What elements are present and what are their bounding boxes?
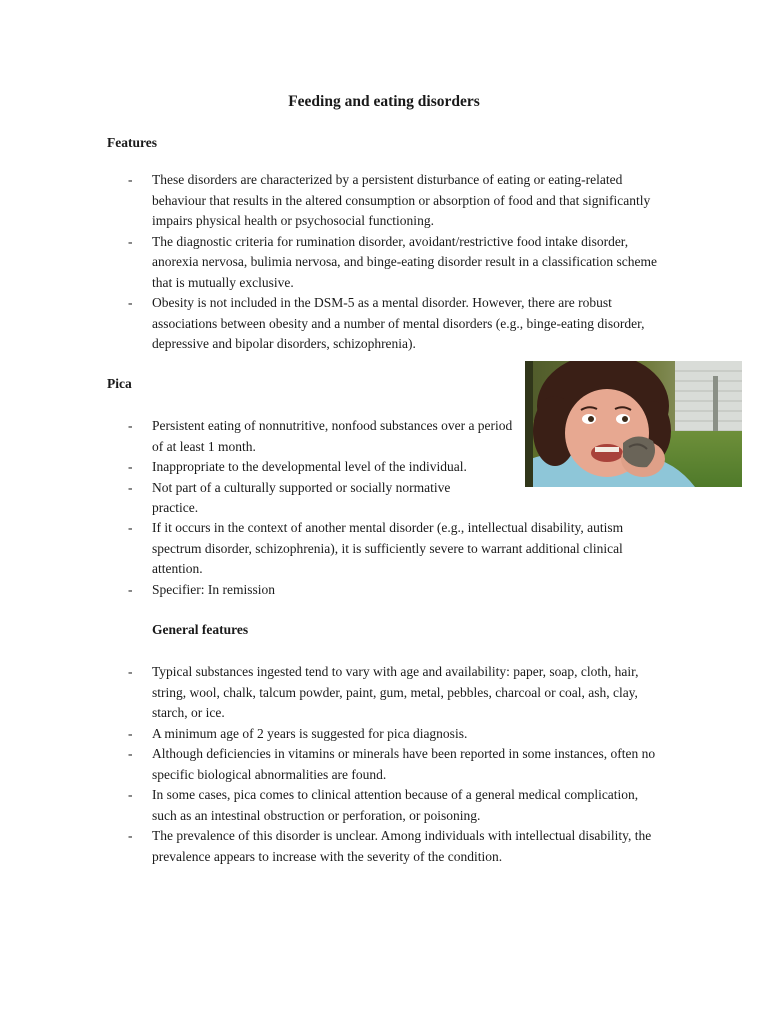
list-item-text: The prevalence of this disorder is unclear. Among individuals with intellectual disability, the prevalence appears to increase with the severity of the condition. [152, 828, 652, 864]
bullet-dash: - [128, 520, 133, 535]
features-list [128, 170, 657, 355]
pica-heading: Pica [107, 376, 132, 391]
list-item [128, 826, 662, 867]
list-item [128, 170, 657, 232]
list-item [128, 518, 657, 580]
list-item-text: Inappropriate to the developmental level of the individual. [152, 459, 467, 474]
general-features-heading: General features [152, 622, 249, 637]
list-item [128, 293, 657, 355]
list-item-text: Specifier: In remission [152, 581, 275, 597]
pica-list-narrow [128, 416, 522, 519]
pica-list-wide [128, 518, 657, 600]
bullet-dash: - [128, 479, 133, 495]
list-item-text: In some cases, pica comes to clinical attention because of a general medical complication, such as an intestinal obstruction or perforation, or poisoning. [152, 787, 639, 823]
list-item-text: These disorders are characterized by a persistent disturbance of eating or eating-related behaviour that results in the altered consumption or absorption of food and that significantly impairs physical health or psychosocial functioning. [152, 172, 651, 228]
bullet-dash: - [128, 172, 133, 187]
list-item-text: Obesity is not included in the DSM-5 as a mental disorder. However, there are robust associations between obesity and a number of mental disorders (e.g., binge-eating disorder, depressive and bipolar disorders, schizophrenia). [152, 295, 645, 351]
bullet-dash: - [128, 787, 133, 802]
list-item [128, 580, 657, 601]
list-item [128, 785, 662, 826]
bullet-dash: - [128, 664, 133, 679]
list-item-text: Not part of a culturally supported or socially normative practice. [152, 479, 451, 515]
bullet-dash: - [128, 233, 133, 249]
bullet-dash: - [128, 828, 133, 843]
bullet-dash: - [128, 581, 133, 597]
list-item [128, 478, 497, 519]
list-item [128, 662, 662, 724]
list-item-text: Persistent eating of nonnutritive, nonfood substances over a period of at least 1 month. [152, 418, 513, 454]
list-item-text: Although deficiencies in vitamins or minerals have been reported in some instances, often no specific biological abnormalities are found. [152, 746, 656, 782]
list-item-text: Typical substances ingested tend to vary with age and availability: paper, soap, cloth, hair, string, wool, chalk, talcum powder, paint, gum, metal, pebbles, charcoal or coal, ash, clay, starch, or ice. [152, 664, 639, 720]
bullet-dash: - [128, 459, 133, 474]
page-title: Feeding and eating disorders [288, 93, 480, 110]
list-item [128, 724, 662, 745]
list-item-text: If it occurs in the context of another mental disorder (e.g., intellectual disability, autism spectrum disorder, schizophrenia), it is sufficiently severe to warrant additional clinical attention. [152, 520, 624, 576]
pica-photo [525, 361, 742, 487]
bullet-dash: - [128, 746, 133, 761]
general-features-list [128, 662, 662, 867]
bullet-dash: - [128, 725, 133, 741]
list-item-text: A minimum age of 2 years is suggested for pica diagnosis. [152, 725, 468, 741]
features-heading: Features [107, 135, 157, 150]
list-item-text: The diagnostic criteria for rumination disorder, avoidant/restrictive food intake disorder, anorexia nervosa, bulimia nervosa, and binge-eating disorder result in a classification scheme that is mutually exclusive. [152, 233, 657, 290]
bullet-dash: - [128, 295, 133, 310]
list-item [128, 457, 522, 478]
list-item [128, 232, 657, 294]
list-item [128, 416, 522, 457]
bullet-dash: - [128, 418, 133, 433]
woman-eating-rock-image [525, 361, 742, 487]
list-item [128, 744, 662, 785]
